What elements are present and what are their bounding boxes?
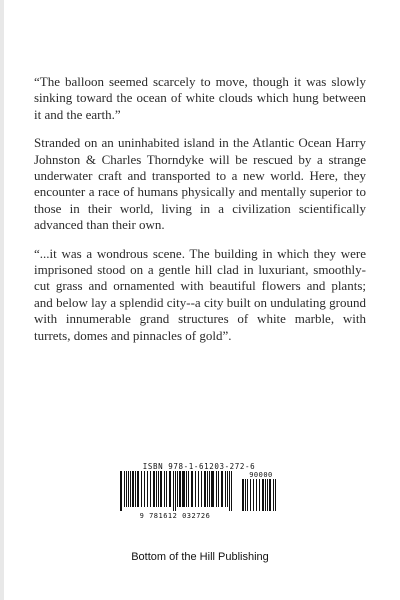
barcode-addon-bar xyxy=(256,479,257,511)
barcode-addon-bar xyxy=(273,479,274,511)
barcode-addon-bar xyxy=(259,479,260,511)
barcode-addon-bar xyxy=(245,479,246,511)
barcode-addon-bar xyxy=(265,479,266,511)
barcode-bar xyxy=(225,471,226,507)
blurb-quote-opening: “The balloon seemed scarcely to move, though it was slowly sinking toward the ocean of white clouds which hung between it and the earth.” xyxy=(34,74,366,122)
barcode-bar xyxy=(209,471,210,507)
barcode-bar xyxy=(173,471,174,511)
barcode-bar xyxy=(177,471,178,507)
barcode-addon-bar xyxy=(250,479,251,511)
barcode-addon-bar xyxy=(275,479,276,511)
barcode-bar xyxy=(158,471,159,507)
barcode-bar xyxy=(135,471,136,507)
barcode-bar xyxy=(195,471,196,507)
barcode-addon-bar xyxy=(262,479,264,511)
barcode-bar xyxy=(137,471,139,507)
barcode-bar xyxy=(186,471,187,507)
barcode-bar xyxy=(201,471,202,507)
barcode-bar xyxy=(179,471,181,507)
barcode-main-digits: 9 781612 032726 xyxy=(139,512,211,520)
barcode-bar xyxy=(216,471,217,507)
barcode-bar xyxy=(147,471,148,507)
blurb-synopsis: Stranded on an uninhabited island in the Atlantic Ocean Harry Johnston & Charles Thorndyke will be rescued by a strange underwater craft and transported to a new world. Here, they encounter a race of humans physically and mentally superior to those in their world, living in a civilization scientifically advanced than their own. xyxy=(34,135,366,233)
barcode-addon-bar xyxy=(267,479,268,511)
barcode-bar xyxy=(166,471,167,507)
barcode-bar xyxy=(132,471,134,507)
barcode-bar xyxy=(153,471,155,507)
barcode-addon-bar xyxy=(242,479,244,511)
isbn-barcode xyxy=(116,462,282,520)
barcode-bar xyxy=(141,471,142,507)
barcode-bar xyxy=(175,471,176,511)
isbn-label: ISBN 978-1-61203-272-6 xyxy=(142,462,256,471)
barcode-bar xyxy=(198,471,199,507)
barcode-bar xyxy=(218,471,219,507)
barcode-bar xyxy=(169,471,171,507)
barcode-bar xyxy=(188,471,189,507)
barcode-bar xyxy=(211,471,214,507)
barcode-bar xyxy=(130,471,131,507)
barcode-bar xyxy=(160,471,162,507)
barcode-bar xyxy=(126,471,127,507)
barcode-bar xyxy=(204,471,206,507)
barcode-bar xyxy=(221,471,223,507)
barcode-bar xyxy=(229,471,230,511)
barcode-addon-digits: 90000 xyxy=(249,471,273,479)
cover-edge xyxy=(0,0,4,600)
blurb-quote-closing: “...it was a wondrous scene. The building in which they were imprisoned stood on a gentle hill clad in luxuriant, smoothly-cut grass and ornamented with beautiful flowers and plants; and below lay a splendid city--a city built on undulating ground with innumerable grand structures of white marble, with turrets, domes and pinnacles of gold”. xyxy=(34,245,366,343)
barcode-addon-bar xyxy=(269,479,271,511)
barcode-bar xyxy=(144,471,145,507)
barcode-bar xyxy=(120,471,122,511)
barcode-bar xyxy=(191,471,193,507)
barcode-bar xyxy=(164,471,165,507)
barcode-bar xyxy=(156,471,157,507)
barcode-addon-bar xyxy=(247,479,248,511)
barcode-bar xyxy=(128,471,129,507)
barcode-bar xyxy=(227,471,228,507)
barcode-bar xyxy=(207,471,208,507)
barcode-addon-bar xyxy=(253,479,254,511)
barcode-bar xyxy=(182,471,185,507)
back-cover-blurb xyxy=(34,74,366,356)
barcode-bar xyxy=(231,471,232,511)
barcode-bar xyxy=(124,471,125,507)
barcode-bar xyxy=(150,471,151,507)
publisher-name: Bottom of the Hill Publishing xyxy=(131,551,269,563)
